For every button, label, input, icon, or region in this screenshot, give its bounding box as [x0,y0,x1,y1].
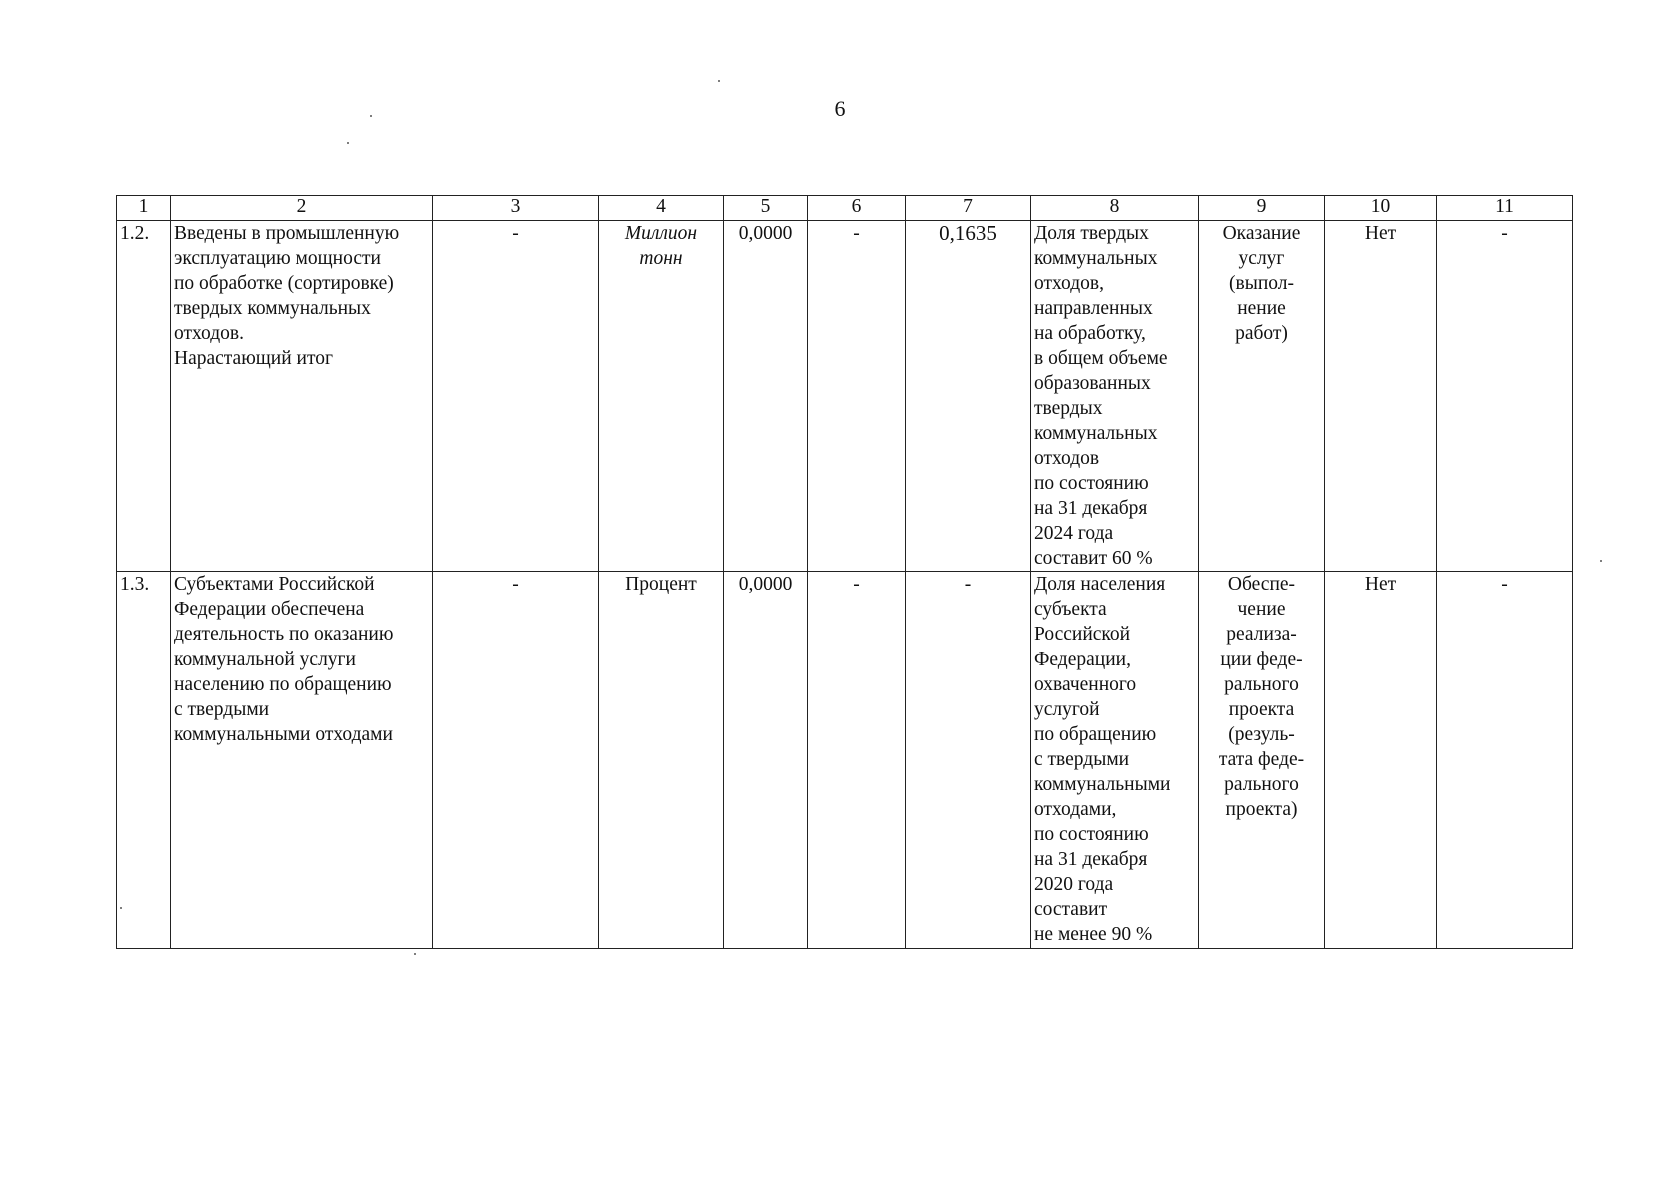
indicator-description: Доля населения субъекта Российской Федерации, охваченного услугой по обращению с твердыми коммунальными отходами, по состоянию на 31 декабря 2020 года составит не менее 90 % [1031,572,1199,949]
unit-of-measure: Процент [599,572,724,949]
column-number-row [117,196,1573,221]
cell-col5: 0,0000 [724,221,808,572]
result-type: Оказание услуг (выпол- нение работ) [1199,221,1325,572]
cell-col11: - [1437,572,1573,949]
result-description: Введены в промышленную эксплуатацию мощности по обработке (сортировке) твердых коммунальных отходов. Нарастающий итог [171,221,433,572]
table-row [117,221,1573,572]
column-header: 10 [1325,196,1437,221]
cell-col10: Нет [1325,572,1437,949]
column-header: 2 [171,196,433,221]
column-header: 4 [599,196,724,221]
row-number: 1.3. [117,572,171,949]
column-header: 7 [906,196,1031,221]
cell-col6: - [808,572,906,949]
column-header: 1 [117,196,171,221]
scan-speck [1600,560,1602,562]
unit-of-measure: Миллион тонн [599,221,724,572]
cell-col3: - [433,572,599,949]
cell-col6: - [808,221,906,572]
results-table [116,195,1573,949]
cell-col3: - [433,221,599,572]
column-header: 6 [808,196,906,221]
column-header: 8 [1031,196,1199,221]
result-type: Обеспе- чение реализа- ции феде- рального проекта (резуль- тата феде- рального проекта) [1199,572,1325,949]
column-header: 3 [433,196,599,221]
scan-speck [120,907,122,909]
indicator-description: Доля твердых коммунальных отходов, направленных на обработку, в общем объеме образованных твердых коммунальных отходов по состоянию на 31 декабря 2024 года составит 60 % [1031,221,1199,572]
cell-col5: 0,0000 [724,572,808,949]
cell-col7: 0,1635 [906,221,1031,572]
result-description: Субъектами Российской Федерации обеспечена деятельность по оказанию коммунальной услуги населению по обращению с твердыми коммунальными отходами [171,572,433,949]
cell-col7: - [906,572,1031,949]
scan-speck [414,953,416,955]
column-header: 5 [724,196,808,221]
scan-speck [347,142,349,144]
table-row [117,572,1573,949]
row-number: 1.2. [117,221,171,572]
column-header: 9 [1199,196,1325,221]
page-number: 6 [834,96,846,121]
cell-col11: - [1437,221,1573,572]
scan-speck [718,80,720,82]
scan-speck [370,115,372,117]
column-header: 11 [1437,196,1573,221]
cell-col10: Нет [1325,221,1437,572]
